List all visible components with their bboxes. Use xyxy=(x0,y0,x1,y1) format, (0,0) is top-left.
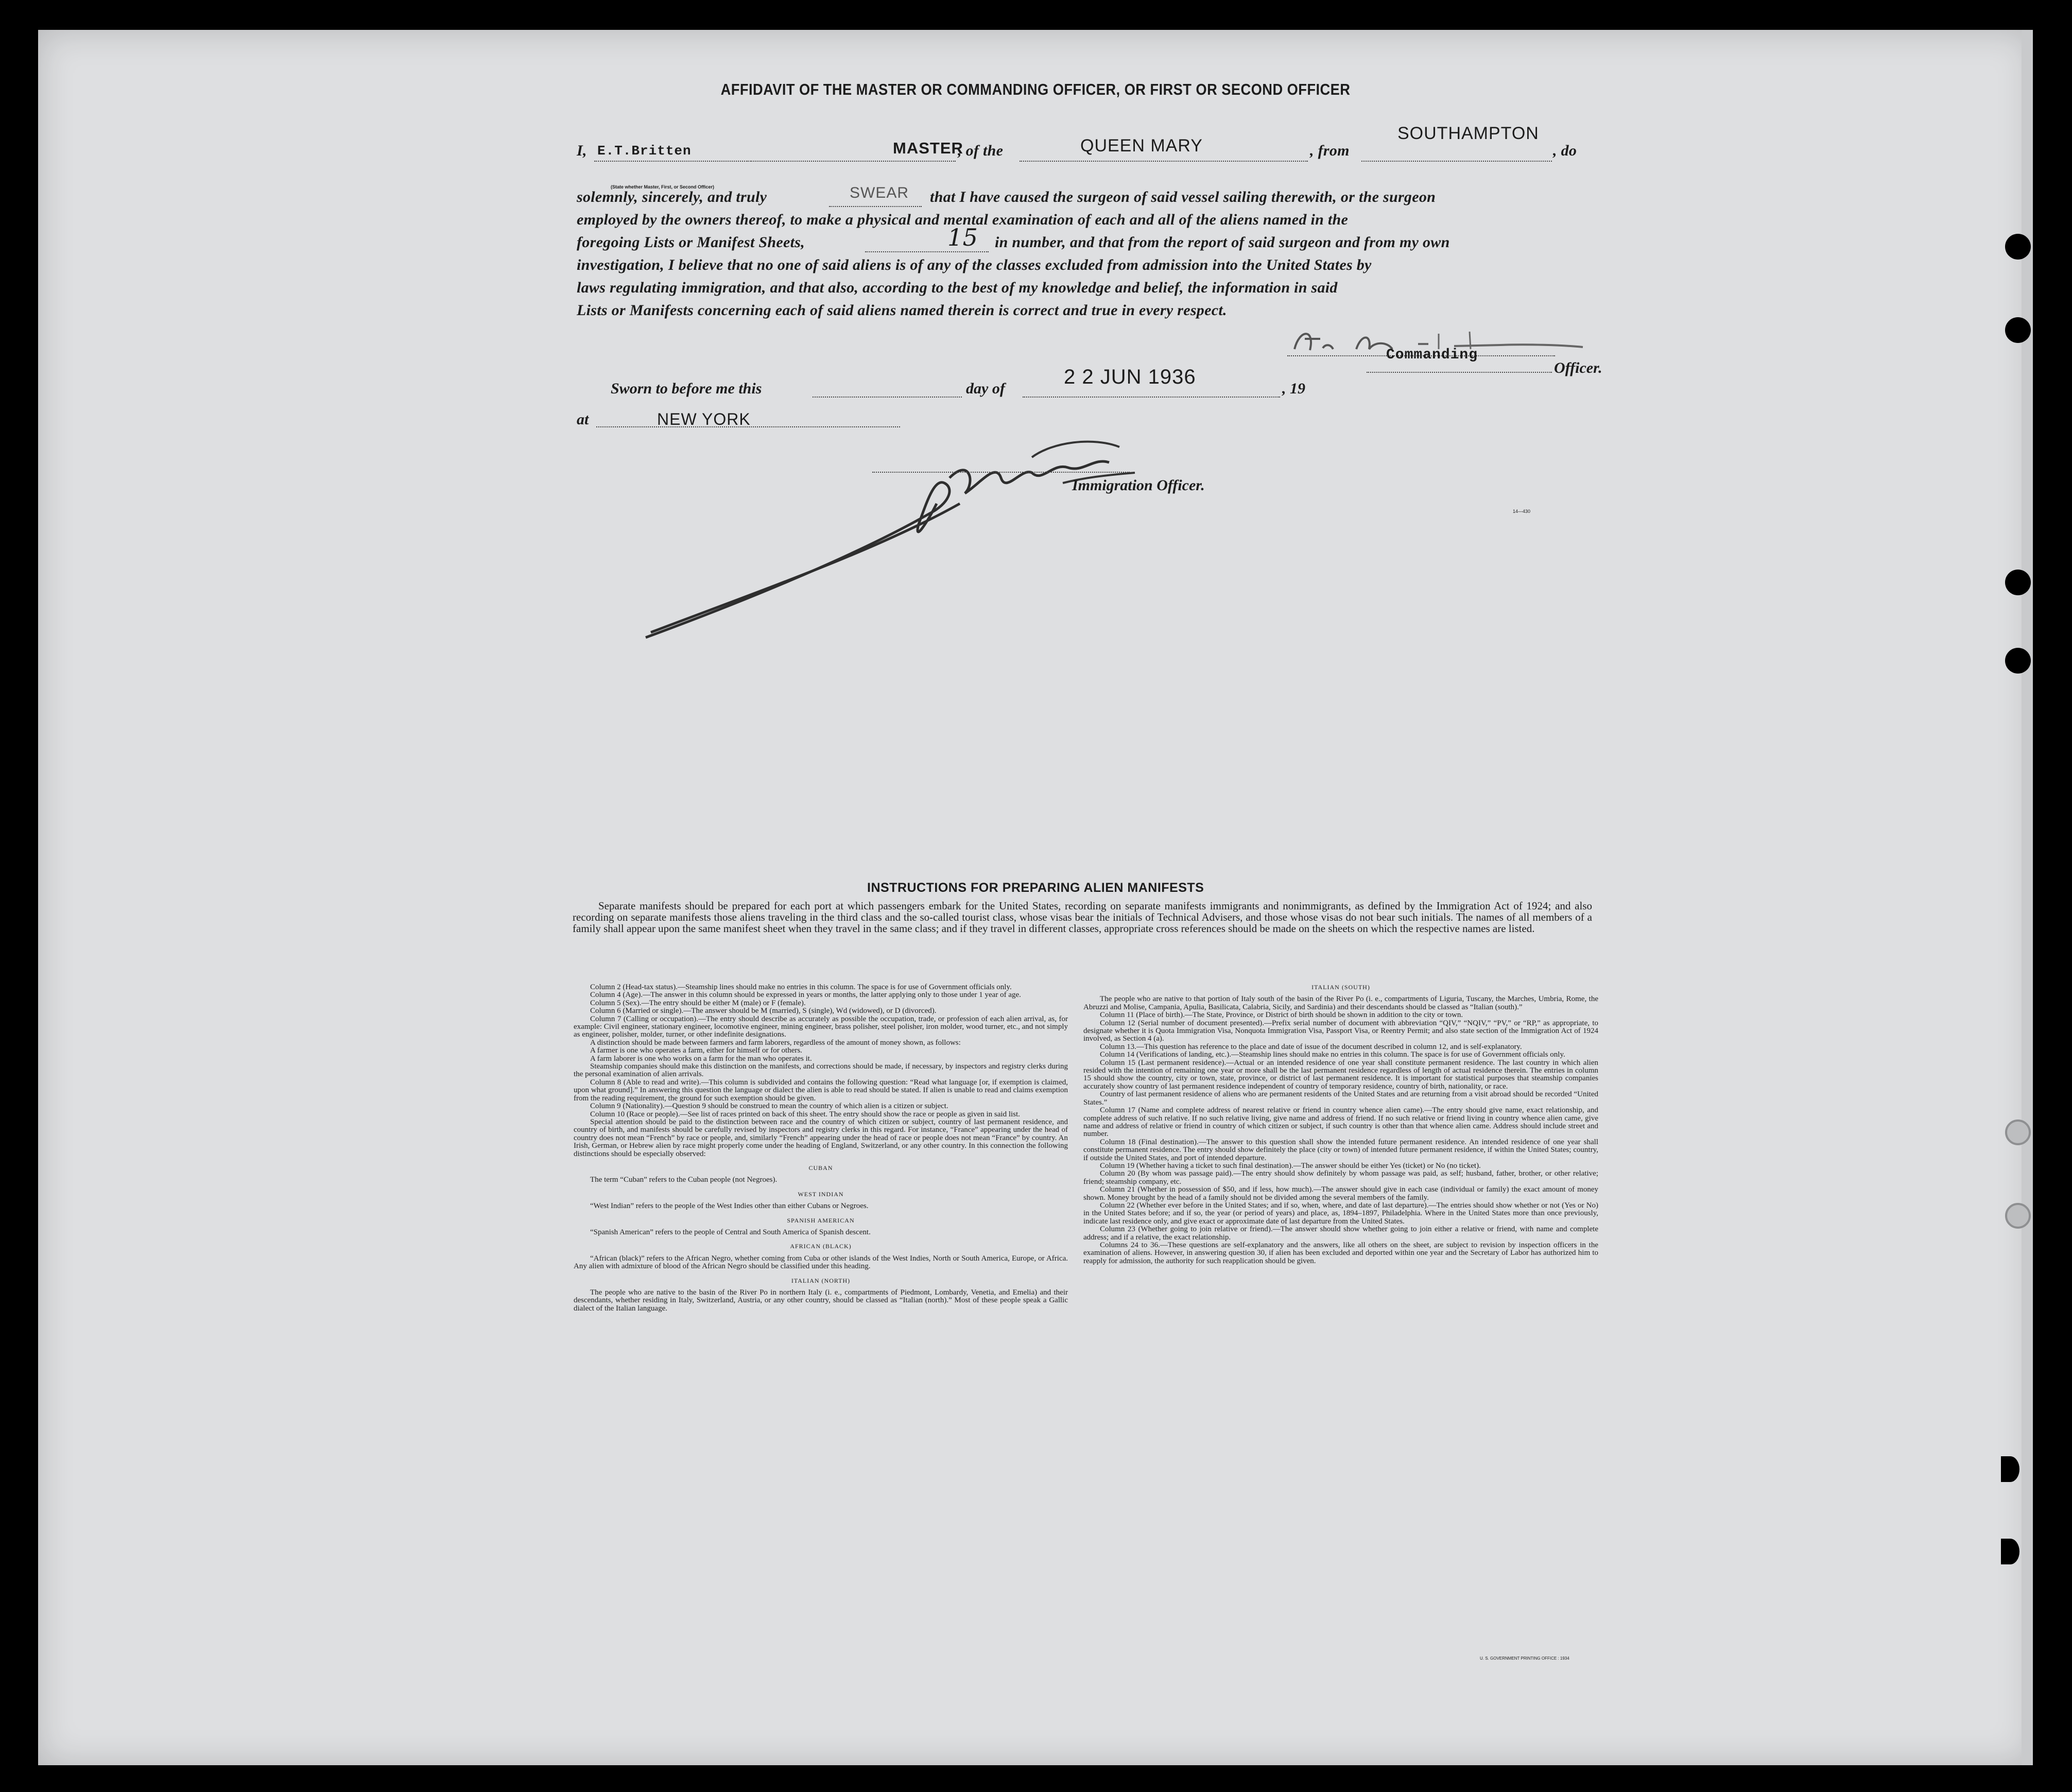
instruction-paragraph: Columns 24 to 36.—These questions are self-explanatory and the answers, like all others on the sheet, are subject to revision by inspection officers in the examination of aliens. However, in answering question 30, if alien has been excluded and deported within one year and the Secretary of Labor has authorized him to reapply for admission, the authority for such reapplication should be given. xyxy=(1083,1241,1598,1265)
affidavit-line-6: laws regulating immigration, and that also, according to the best of my knowledge and belief, the information in said xyxy=(577,279,1338,296)
affidavit-line-3: employed by the owners thereof, to make a physical and mental examination of each and all of the aliens named in the xyxy=(577,211,1349,228)
binder-hole xyxy=(2005,317,2031,343)
departure-port: SOUTHAMPTON xyxy=(1397,124,1539,143)
section-heading: ITALIAN (NORTH) xyxy=(791,1277,851,1284)
affidavit-text: solemnly, sincerely, and truly xyxy=(577,188,767,205)
affidavit-text: foregoing Lists or Manifest Sheets, xyxy=(577,234,805,251)
instruction-paragraph: Column 23 (Whether going to join relative or friend).—The answer should show whether going to join either a relative or friend, with name and complete address; and if a relative, the exact relationship. xyxy=(1083,1225,1598,1242)
date-stamp: 2 2 JUN 1936 xyxy=(1064,366,1196,388)
instruction-paragraph: Column 10 (Race or people).—See list of races printed on back of this sheet. The entry should show the race or people as given in said list. xyxy=(590,1110,1020,1118)
instruction-paragraph: A farmer is one who operates a farm, either for himself or for others. xyxy=(590,1046,802,1055)
instruction-paragraph: The people who are native to the basin of the River Po in northern Italy (i. e., compartments of Piedmont, Lombardy, Venetia, and Emelia) and their descendants, whether residing in Italy, Switzerland, Austria, or any other country, should be classed as “Italian (north).” Most of these people speak a Gallic dialect of the Italian language. xyxy=(574,1288,1068,1313)
instruction-paragraph: “Spanish American” refers to the people of Central and South America of Spanish descent. xyxy=(590,1228,871,1236)
printing-office-note: U. S. GOVERNMENT PRINTING OFFICE : 1934 xyxy=(1480,1656,1569,1661)
instruction-paragraph: Column 9 (Nationality).—Question 9 should be construed to mean the country of which alien is a citizen or subject. xyxy=(590,1102,948,1111)
affidavit-of-the: , of the xyxy=(958,142,1004,159)
instruction-paragraph: “African (black)” refers to the African Negro, whether coming from Cuba or other islands of the West Indies, North or South America, Europe, or Africa. Any alien with admixture of blood of the African Negro should be classified under this heading. xyxy=(574,1254,1068,1271)
instruction-paragraph: Column 21 (Whether in possession of $50, and if less, how much).—The answer should give in each case (individual or family) the exact amount of money shown. Money brought by the head of a family should not be divided among the several members of the family. xyxy=(1083,1185,1598,1202)
instruction-paragraph: Column 12 (Serial number of document presented).—Prefix serial number of document with abbreviation “QIV,” “NQIV,” “PV,” or “RP,” as appropriate, to designate whether it is Quota Immigration Visa, Nonquota Immigration Visa, Passport Visa, or Reentry Permit; and also state section of the Immigration Act of 1924 involved, as Section 4 (a). xyxy=(1083,1019,1598,1043)
at-label: at xyxy=(577,411,589,428)
section-heading: CUBAN xyxy=(808,1164,833,1171)
instruction-paragraph: Column 17 (Name and complete address of nearest relative or friend in country whence alien came).—The entry should give name, exact relationship, and complete address of such relative. If no such relative living, give name and address of friend. If no such relative or friend living in country whence alien came, give name and address of relative or friend in country of which citizen or subject, if such country is other than that whence alien came. Address should include street and number. xyxy=(1083,1106,1598,1139)
dotted-rule xyxy=(865,251,989,252)
immigration-officer-signature xyxy=(641,426,1300,653)
affidavit-text: that I have caused the surgeon of said vessel sailing therewith, or the surgeon xyxy=(930,188,1436,205)
instruction-paragraph: Country of last permanent residence of aliens who are permanent residents of the United States and are returning from a visit abroad should be recorded “United States.” xyxy=(1083,1090,1598,1107)
dotted-rule xyxy=(829,206,922,207)
affidavit-line-5: investigation, I believe that no one of said aliens is of any of the classes excluded from admission into the United States by xyxy=(577,256,1372,273)
dotted-rule xyxy=(1367,372,1552,373)
sworn-year-prefix: , 19 xyxy=(1282,380,1305,397)
instruction-paragraph: A farm laborer is one who works on a farm for the man who operates it. xyxy=(590,1054,812,1063)
dotted-rule xyxy=(813,397,962,398)
instruction-paragraph: Column 6 (Married or single).—The answer should be M (married), S (single), Wd (widowed), or D (divorced). xyxy=(590,1007,937,1015)
instructions-intro: Separate manifests should be prepared for each port at which passengers embark for the United States, recording on separate manifests immigrants and nonimmigrants, as defined by the Immigration Act of 1924; and also recording on separate manifests those aliens traveling in the third class and the so-called tourist class, whose visas bear the initials of Technical Advisers, and those whose visas do not bear such initials. The names of all members of a family shall appear upon the same manifest sheet when they travel in the same class; and if they travel in different classes, appropriate cross references should be made on the sheets on which the respective names are listed. xyxy=(573,900,1592,935)
sworn-day-of: day of xyxy=(966,380,1005,397)
binder-hole xyxy=(2005,1119,2031,1145)
dotted-rule xyxy=(594,161,749,162)
instructions-left-column xyxy=(574,984,1068,1313)
section-heading: SPANISH AMERICAN xyxy=(787,1216,855,1224)
section-heading: WEST INDIAN xyxy=(798,1190,844,1198)
instruction-paragraph: Column 13.—This question has reference to the place and date of issue of the document described in column 12, and is self-explanatory. xyxy=(1100,1042,1522,1051)
sworn-place: NEW YORK xyxy=(657,410,751,428)
binder-hole xyxy=(2005,570,2031,595)
oath-word: SWEAR xyxy=(850,184,909,201)
instruction-paragraph: Column 14 (Verifications of landing, etc.).—Steamship lines should make no entries in this column. The space is for use of Government officials only. xyxy=(1100,1050,1565,1059)
affidavit-i: I, xyxy=(577,142,587,159)
immigration-officer-label: Immigration Officer. xyxy=(1072,477,1205,494)
affidavit-line-7: Lists or Manifests concerning each of said aliens named therein is correct and true in every respect. xyxy=(577,302,1227,319)
instruction-paragraph: Steamship companies should make this distinction on the manifests, and corrections should be made, if necessary, by inspectors and registry clerks during the personal examination of alien arrivals. xyxy=(574,1062,1068,1079)
section-heading: ITALIAN (SOUTH) xyxy=(1311,984,1370,991)
instruction-paragraph: “West Indian” refers to the people of the West Indies other than either Cubans or Negroes. xyxy=(590,1202,869,1211)
instruction-paragraph: Column 18 (Final destination).—The answer to this question shall show the intended future permanent residence. An intended residence of one year shall constitute permanent residence. The entry should show definitely the place (city or town) of intended future permanent residence, if within the United States; country, if outside the United States, and port of intended departure. xyxy=(1083,1138,1598,1162)
instruction-paragraph: Column 11 (Place of birth).—The State, Province, or District of birth should be shown in addition to the city or town. xyxy=(1100,1011,1463,1020)
dotted-rule xyxy=(1023,397,1280,398)
page-edge xyxy=(2022,30,2033,1765)
binder-hole xyxy=(2005,648,2031,674)
officer-suffix: Officer. xyxy=(1554,359,1602,376)
instruction-paragraph: Column 5 (Sex).—The entry should be either M (male) or F (female). xyxy=(590,998,806,1007)
instruction-paragraph: Column 15 (Last permanent residence).—Actual or an intended residence of one year shall constitute permanent residence. The last country in which alien resided with the intention of remaining one year or more shall be the last permanent residence regardless of length of actual residence therein. The entries in column 15 should show the country, city or town, state, province, or district of last permanent residence. It is important for statistical purposes that steamship companies accurately show country of last permanent residence independent of country of temporary residence, country of birth, nationality, or race. xyxy=(1083,1058,1598,1091)
officer-title: Commanding xyxy=(1386,347,1478,363)
instruction-paragraph: Special attention should be paid to the distinction between race and the country of which citizen or subject, country of last permanent residence, and country of birth, and manifests should be carefully revised by inspectors and registry clerks in this regard. For instance, “France” appearing under the head of country does not mean “French” by race or people, and, similarly “French” appearing under the head of race or people does not mean “France” by country. An Irish, German, or Hebrew alien by race might properly come under the heading of England, Switzerland, or any other country. In this connection the following distinctions should be especially observed: xyxy=(574,1117,1068,1158)
binder-hole xyxy=(2005,1203,2031,1229)
form-number: 14—430 xyxy=(1513,509,1531,514)
dotted-rule xyxy=(1361,161,1552,162)
affidavit-text: in number, and that from the report of said surgeon and from my own xyxy=(995,234,1450,251)
instruction-paragraph: Column 20 (By whom was passage paid).—The entry should show definitely by whom passage was paid, as self; husband, father, brother, or other relative; friend; steamship company, etc. xyxy=(1083,1169,1598,1186)
instruction-paragraph: Column 4 (Age).—The answer in this column should be expressed in years or months, the latter applying only to those under 1 year of age. xyxy=(590,991,1021,1000)
affidavit-title: AFFIDAVIT OF THE MASTER OR COMMANDING OFFICER, OR FIRST OR SECOND OFFICER xyxy=(720,80,1351,98)
binder-hole xyxy=(2005,234,2031,260)
instruction-paragraph: Column 22 (Whether ever before in the United States; and if so, when, where, and date of last departure).—The entries should show whether or not (Yes or No) in the United States before; and if so, the year (or period of years) and place, as, 1894–1897, Philadelphia. Where in the United States more than once previously, indicate last residence only, and give exact or approximate date of last departure from the United States. xyxy=(1083,1201,1598,1226)
manifest-page xyxy=(38,30,2033,1765)
instruction-paragraph: Column 8 (Able to read and write).—This column is subdivided and contains the following question: “Read what language [or, if exemption is claimed, upon what ground].” In answering this question the language or dialect the alien is able to read should be stated. If alien is unable to read and claims exemption from the reading requirement, the ground for such exemption should be given. xyxy=(574,1078,1068,1102)
instructions-right-column xyxy=(1083,984,1598,1265)
instruction-paragraph: Column 7 (Calling or occupation).—The entry should describe as accurately as possible the occupation, trade, or profession of each alien arrival, as, for example: Civil engineer, stationary engineer, locomotive engineer, mining engineer, brass polisher, steel polisher, iron molder, wood turner, etc., and not simply as engineer, polisher, molder, turner, or other indefinite designations. xyxy=(574,1014,1068,1039)
instruction-paragraph: Column 2 (Head-tax status).—Steamship lines should make no entries in this column. The space is for use of Government officials only. xyxy=(590,983,1012,991)
sheet-count: 15 xyxy=(947,223,978,251)
affidavit-from: , from xyxy=(1310,142,1350,159)
instruction-paragraph: Column 19 (Whether having a ticket to such final destination).—The answer should be either Yes (ticket) or No (no ticket). xyxy=(1100,1161,1481,1170)
officer-rank: MASTER xyxy=(893,139,963,157)
rank-hint: (State whether Master, First, or Second Officer) xyxy=(611,184,715,189)
instructions-title: INSTRUCTIONS FOR PREPARING ALIEN MANIFESTS xyxy=(867,881,1204,895)
sworn-text: Sworn to before me this xyxy=(611,380,762,397)
binder-hole xyxy=(2001,1539,2019,1564)
vessel-name: QUEEN MARY xyxy=(1080,136,1203,156)
instruction-paragraph: The people who are native to that portion of Italy south of the basin of the River Po (i. e., compartments of Liguria, Tuscany, the Marches, Umbria, Rome, the Abruzzi and Molise, Campania, Apulia, Basilicata, Calabria, Sicily, and Sardinia) and their descendants should be classed as “Italian (south).” xyxy=(1083,995,1598,1011)
instruction-paragraph: A distinction should be made between farmers and farm laborers, regardless of the amount of money shown, as follows: xyxy=(590,1038,961,1047)
instruction-paragraph: The term “Cuban” refers to the Cuban people (not Negroes). xyxy=(590,1176,778,1184)
affidavit-do: , do xyxy=(1553,142,1577,159)
master-name: E.T.Britten xyxy=(597,143,692,159)
binder-hole xyxy=(2001,1456,2019,1482)
dotted-rule xyxy=(750,161,956,162)
dotted-rule xyxy=(1020,161,1308,162)
signature-line xyxy=(872,472,1130,473)
section-heading: AFRICAN (BLACK) xyxy=(790,1243,852,1250)
